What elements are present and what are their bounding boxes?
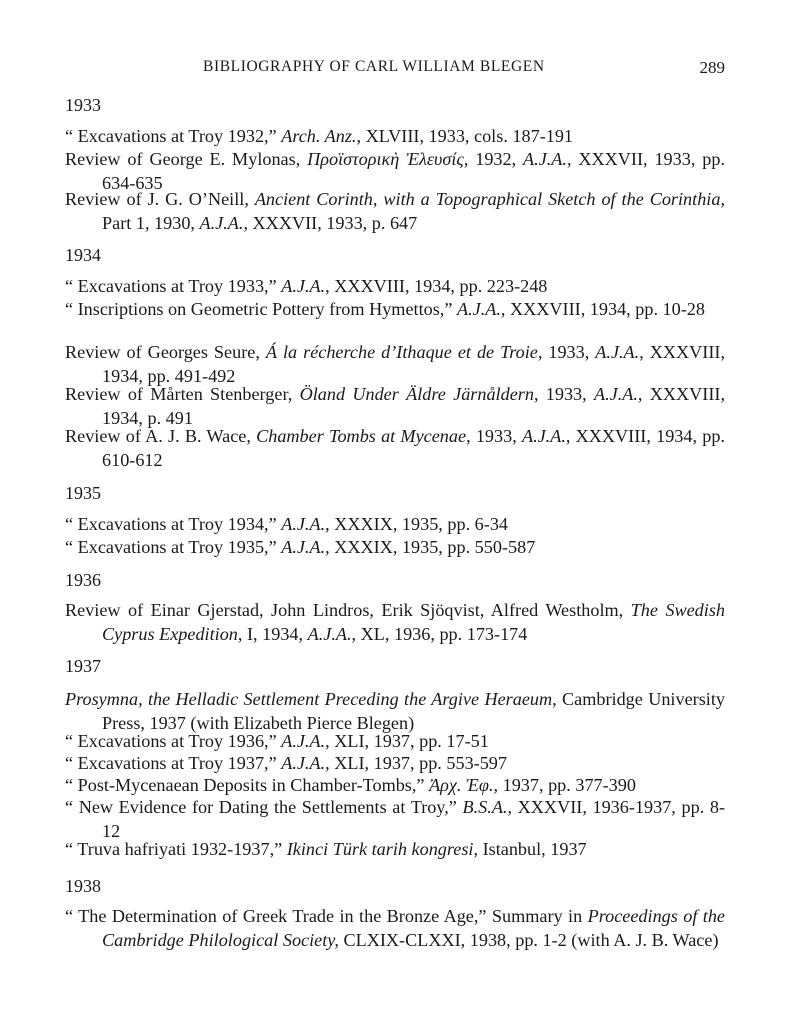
bibliography-entry: Review of George E. Mylonas, Προϊστορικὴ Ἐλευσίς, 1932, A.J.A., XXXVII, 1933, pp. 634-635	[65, 149, 725, 193]
year-heading: 1936	[65, 570, 101, 590]
bibliography-entry: Prosymna, the Helladic Settlement Preceding the Argive Heraeum, Cambridge University Press, 1937 (with Elizabeth Pierce Blegen)	[65, 689, 725, 733]
bibliography-entry: “ Excavations at Troy 1932,” Arch. Anz., XLVIII, 1933, cols. 187-191	[65, 126, 574, 146]
bibliography-entry: “ Excavations at Troy 1937,” A.J.A., XLI, 1937, pp. 553-597	[65, 753, 507, 773]
bibliography-entry: Review of J. G. O’Neill, Ancient Corinth, with a Topographical Sketch of the Corinthia, Part 1, 1930, A.J.A., XXXVII, 1933, p. 647	[65, 189, 725, 233]
bibliography-entry: “ Excavations at Troy 1936,” A.J.A., XLI, 1937, pp. 17-51	[65, 731, 489, 751]
bibliography-entry: Review of Mårten Stenberger, Öland Under Äldre Järnåldern, 1933, A.J.A., XXXVIII, 1934, p. 491	[65, 384, 726, 428]
running-title: BIBLIOGRAPHY OF CARL WILLIAM BLEGEN	[203, 58, 545, 75]
bibliography-entry: “ Post-Mycenaean Deposits in Chamber-Tombs,” Ἀρχ. Ἐφ., 1937, pp. 377-390	[65, 775, 636, 795]
bibliography-entry: Review of A. J. B. Wace, Chamber Tombs at Mycenae, 1933, A.J.A., XXXVIII, 1934, pp. 610-612	[65, 426, 725, 470]
bibliography-entry: “ Excavations at Troy 1934,” A.J.A., XXXIX, 1935, pp. 6-34	[65, 514, 509, 534]
year-heading: 1933	[65, 95, 101, 115]
bibliography-entry: “ Inscriptions on Geometric Pottery from Hymettos,” A.J.A., XXXVIII, 1934, pp. 10-28	[65, 299, 705, 319]
bibliography-entry: “ Excavations at Troy 1935,” A.J.A., XXXIX, 1935, pp. 550-587	[65, 537, 536, 557]
bibliography-entry: Review of Einar Gjerstad, John Lindros, Erik Sjöqvist, Alfred Westholm, The Swedish Cyprus Expedition, I, 1934, A.J.A., XL, 1936, pp. 173-174	[65, 600, 725, 644]
bibliography-entry: “ The Determination of Greek Trade in the Bronze Age,” Summary in Proceedings of the Cambridge Philological Society, CLXIX-CLXXI, 1938, pp. 1-2 (with A. J. B. Wace)	[65, 906, 725, 950]
page-number: 289	[699, 58, 725, 77]
year-heading: 1934	[65, 245, 101, 265]
bibliography-entry: “ Truva hafriyati 1932-1937,” Ikinci Türk tarih kongresi, Istanbul, 1937	[65, 839, 587, 859]
bibliography-entry: “ New Evidence for Dating the Settlements at Troy,” B.S.A., XXXVII, 1936-1937, pp. 8-12	[65, 797, 725, 841]
year-heading: 1937	[65, 656, 101, 676]
running-head	[65, 58, 725, 80]
year-heading: 1938	[65, 876, 101, 896]
bibliography-entry: Review of Georges Seure, Á la récherche d’Ithaque et de Troie, 1933, A.J.A., XXXVIII, 1934, pp. 491-492	[65, 342, 726, 386]
year-heading: 1935	[65, 483, 101, 503]
bibliography-entry: “ Excavations at Troy 1933,” A.J.A., XXXVIII, 1934, pp. 223-248	[65, 276, 548, 296]
